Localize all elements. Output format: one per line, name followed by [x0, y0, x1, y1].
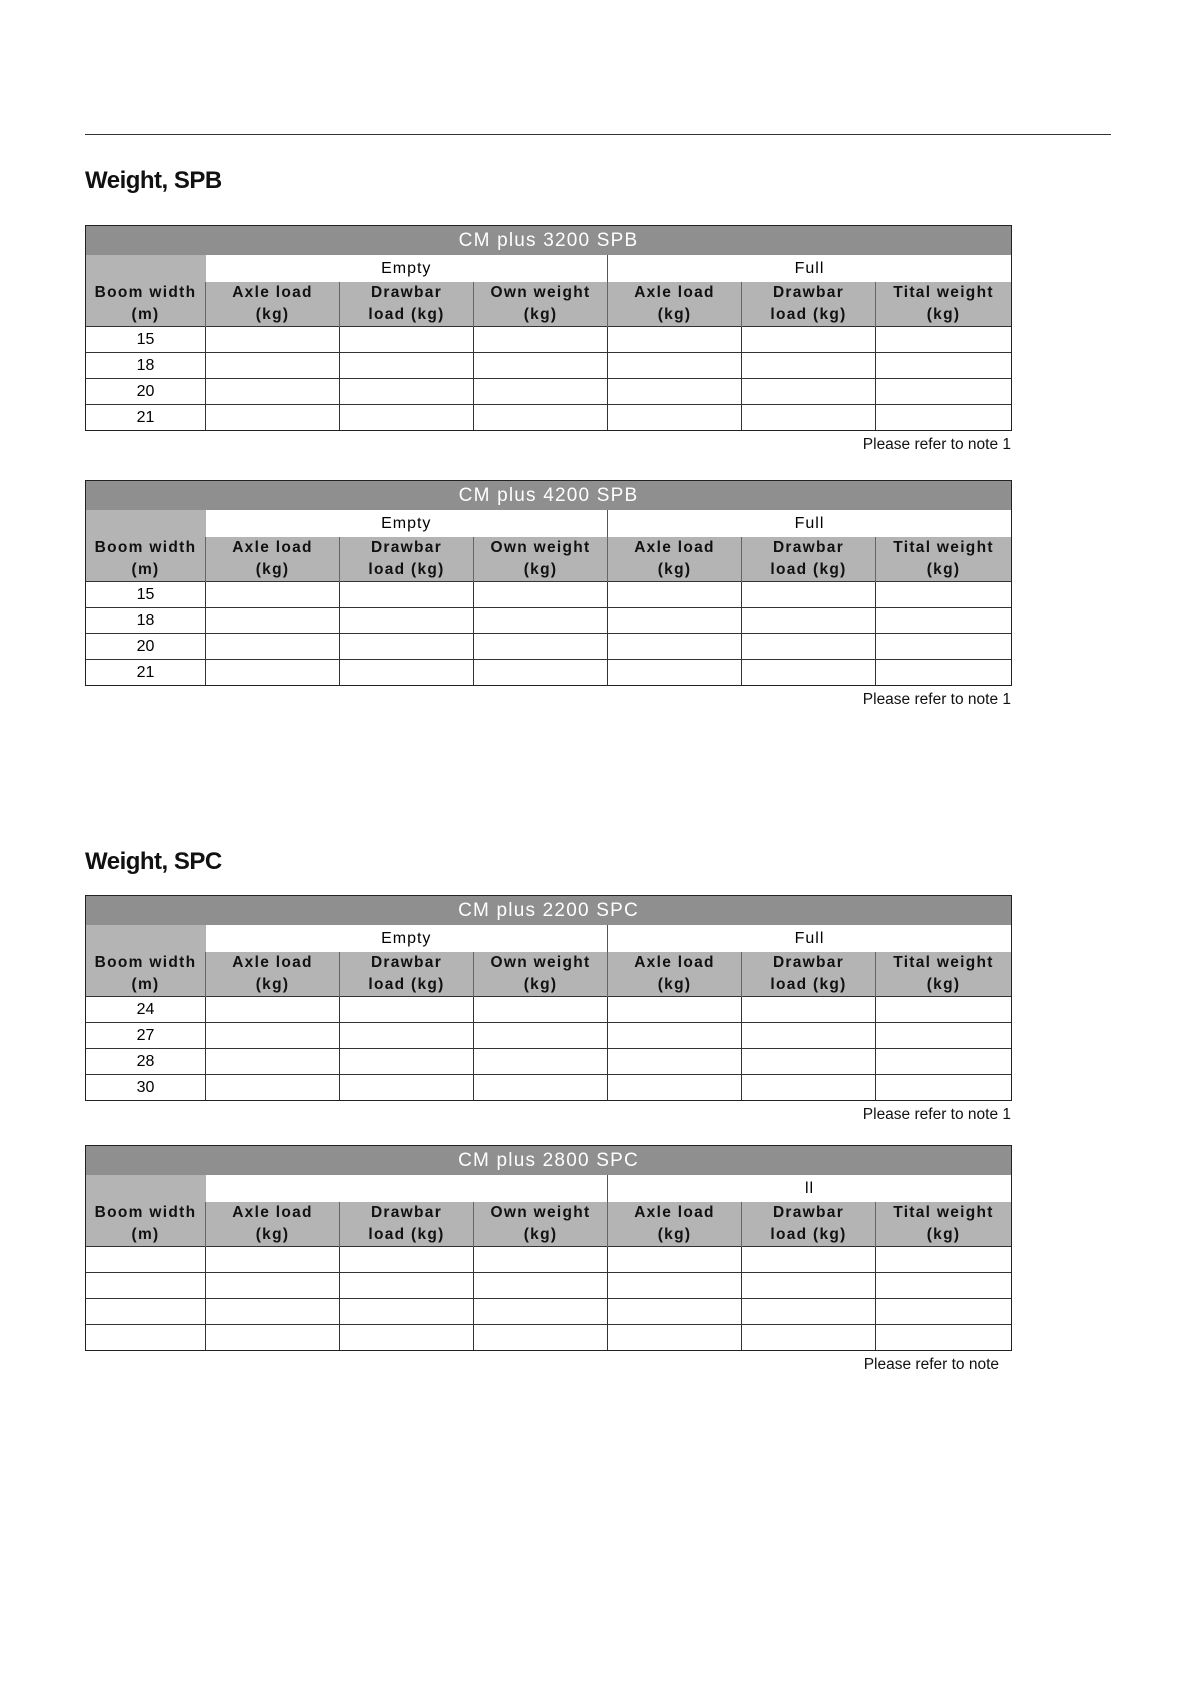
value-cell [742, 379, 876, 405]
table-row [86, 1023, 1012, 1049]
value-cell [608, 353, 742, 379]
value-cell [742, 660, 876, 686]
boom-width-cell [86, 1325, 206, 1351]
column-header-line: (kg) [657, 1226, 692, 1243]
group-label: Full [608, 255, 1012, 282]
column-header-line: Drawbar [370, 539, 443, 556]
value-cell [876, 582, 1012, 608]
column-header [340, 537, 474, 582]
column-header [876, 952, 1012, 997]
column-header-line: (m) [131, 1226, 160, 1243]
table-row [86, 1247, 1012, 1273]
column-header-line: (kg) [926, 1226, 961, 1243]
value-cell [876, 1049, 1012, 1075]
column-header-line: Drawbar [772, 1204, 845, 1221]
column-header-line: Own weight [490, 284, 591, 301]
table-row [86, 405, 1012, 431]
table-title: CM plus 4200 SPB [86, 481, 1012, 511]
column-header-line: Boom width [94, 539, 197, 556]
table-title-row [86, 226, 1012, 256]
weight-table [85, 1145, 1012, 1351]
value-cell [206, 405, 340, 431]
weight-table [85, 895, 1012, 1101]
column-header-line: (kg) [255, 976, 290, 993]
boom-width-cell: 28 [86, 1049, 206, 1075]
boom-width-cell: 15 [86, 327, 206, 353]
value-cell [608, 1325, 742, 1351]
value-cell [742, 405, 876, 431]
column-header [340, 1202, 474, 1247]
column-header-row [86, 282, 1012, 327]
value-cell [876, 1247, 1012, 1273]
value-cell [340, 353, 474, 379]
boom-width-cell: 21 [86, 405, 206, 431]
value-cell [742, 1049, 876, 1075]
value-cell [206, 660, 340, 686]
value-cell [206, 1299, 340, 1325]
column-header-row [86, 537, 1012, 582]
column-header-line: Drawbar [370, 1204, 443, 1221]
boom-width-cell: 18 [86, 608, 206, 634]
value-cell [608, 1273, 742, 1299]
weight-table [85, 480, 1012, 686]
column-header-line: load (kg) [770, 976, 847, 993]
value-cell [742, 353, 876, 379]
table-title: CM plus 3200 SPB [86, 226, 1012, 256]
column-header [742, 1202, 876, 1247]
boom-width-cell: 21 [86, 660, 206, 686]
group-header-row [86, 255, 1012, 282]
column-header-line: Own weight [490, 954, 591, 971]
column-header-line: Axle load [634, 954, 715, 971]
value-cell [876, 1325, 1012, 1351]
table-title-row [86, 1146, 1012, 1176]
value-cell [206, 608, 340, 634]
value-cell [876, 1299, 1012, 1325]
value-cell [340, 1075, 474, 1101]
value-cell [474, 1273, 608, 1299]
value-cell [206, 1325, 340, 1351]
column-header-line: Tital weight [893, 954, 994, 971]
value-cell [876, 405, 1012, 431]
table-title: CM plus 2800 SPC [86, 1146, 1012, 1176]
column-header-line: Boom width [94, 1204, 197, 1221]
column-header [474, 282, 608, 327]
table-row [86, 634, 1012, 660]
table-block [85, 895, 1011, 1124]
value-cell [474, 582, 608, 608]
value-cell [474, 660, 608, 686]
value-cell [876, 1273, 1012, 1299]
value-cell [742, 1299, 876, 1325]
boom-width-cell: 20 [86, 379, 206, 405]
column-header [608, 1202, 742, 1247]
column-header-line: (m) [131, 306, 160, 323]
group-label: Empty [206, 925, 608, 952]
value-cell [608, 1075, 742, 1101]
column-header-line: Own weight [490, 1204, 591, 1221]
value-cell [876, 1075, 1012, 1101]
value-cell [876, 379, 1012, 405]
value-cell [742, 634, 876, 660]
column-header-row [86, 952, 1012, 997]
value-cell [474, 1299, 608, 1325]
column-header-line: Tital weight [893, 539, 994, 556]
table-note: Please refer to note 1 [862, 1106, 1011, 1123]
table-row [86, 1325, 1012, 1351]
column-header-line: load (kg) [368, 561, 445, 578]
column-header-line: Own weight [490, 539, 591, 556]
column-header-line: (kg) [255, 306, 290, 323]
column-header-line: load (kg) [770, 1226, 847, 1243]
group-header-row [86, 510, 1012, 537]
boom-width-cell: 30 [86, 1075, 206, 1101]
value-cell [742, 1247, 876, 1273]
table-block [85, 225, 1011, 454]
value-cell [474, 405, 608, 431]
column-header [742, 282, 876, 327]
boom-width-cell: 15 [86, 582, 206, 608]
column-header-line: Axle load [634, 539, 715, 556]
group-stub-cell [86, 1175, 206, 1202]
table-note: Please refer to note 1 [862, 436, 1011, 453]
table-row [86, 997, 1012, 1023]
value-cell [340, 997, 474, 1023]
column-header [206, 952, 340, 997]
value-cell [742, 608, 876, 634]
column-header-line: Drawbar [370, 954, 443, 971]
value-cell [742, 582, 876, 608]
value-cell [876, 353, 1012, 379]
value-cell [876, 327, 1012, 353]
column-header-line: (kg) [523, 1226, 558, 1243]
column-header-line: Tital weight [893, 284, 994, 301]
column-header-line: Axle load [634, 1204, 715, 1221]
column-header [206, 282, 340, 327]
column-header-line: Axle load [232, 284, 313, 301]
value-cell [742, 1273, 876, 1299]
value-cell [608, 660, 742, 686]
value-cell [608, 997, 742, 1023]
table-note: Please refer to note [863, 1356, 999, 1373]
value-cell [474, 1023, 608, 1049]
column-header-line: (kg) [523, 306, 558, 323]
group-label: Full [608, 925, 1012, 952]
value-cell [206, 1273, 340, 1299]
value-cell [608, 405, 742, 431]
column-header-line: (kg) [523, 561, 558, 578]
value-cell [876, 608, 1012, 634]
column-header-line: (kg) [255, 561, 290, 578]
value-cell [876, 634, 1012, 660]
column-header [742, 952, 876, 997]
column-header [876, 537, 1012, 582]
table-row [86, 582, 1012, 608]
table-row [86, 327, 1012, 353]
table-note: Please refer to note 1 [862, 691, 1011, 708]
group-label [206, 1175, 608, 1202]
value-cell [206, 353, 340, 379]
column-header [86, 1202, 206, 1247]
value-cell [206, 1075, 340, 1101]
column-header-line: Drawbar [370, 284, 443, 301]
value-cell [474, 634, 608, 660]
column-header-line: Axle load [232, 1204, 313, 1221]
group-stub-cell [86, 510, 206, 537]
column-header [876, 282, 1012, 327]
column-header-line: Drawbar [772, 284, 845, 301]
group-label: ll [608, 1175, 1012, 1202]
table-row [86, 660, 1012, 686]
value-cell [474, 353, 608, 379]
column-header [474, 1202, 608, 1247]
group-label: Full [608, 510, 1012, 537]
column-header-line: (kg) [926, 976, 961, 993]
value-cell [608, 634, 742, 660]
value-cell [340, 405, 474, 431]
group-header-row [86, 1175, 1012, 1202]
group-label: Empty [206, 255, 608, 282]
column-header [474, 952, 608, 997]
value-cell [608, 1023, 742, 1049]
column-header [742, 537, 876, 582]
column-header-line: (kg) [657, 561, 692, 578]
value-cell [742, 1325, 876, 1351]
section-title-spb: Weight, SPB [85, 167, 222, 194]
column-header-line: Axle load [232, 954, 313, 971]
value-cell [340, 1023, 474, 1049]
value-cell [474, 327, 608, 353]
value-cell [876, 997, 1012, 1023]
value-cell [474, 1247, 608, 1273]
value-cell [206, 582, 340, 608]
column-header [206, 537, 340, 582]
column-header-line: load (kg) [368, 976, 445, 993]
group-stub-cell [86, 255, 206, 282]
column-header-row [86, 1202, 1012, 1247]
column-header-line: (kg) [926, 561, 961, 578]
column-header [86, 537, 206, 582]
column-header [608, 537, 742, 582]
value-cell [608, 1049, 742, 1075]
value-cell [206, 379, 340, 405]
column-header-line: Axle load [634, 284, 715, 301]
boom-width-cell: 20 [86, 634, 206, 660]
table-row [86, 1049, 1012, 1075]
group-header-row [86, 925, 1012, 952]
column-header [608, 282, 742, 327]
column-header-line: load (kg) [368, 306, 445, 323]
value-cell [608, 582, 742, 608]
column-header-line: Tital weight [893, 1204, 994, 1221]
group-stub-cell [86, 925, 206, 952]
column-header-line: (m) [131, 976, 160, 993]
value-cell [340, 1273, 474, 1299]
table-row [86, 1299, 1012, 1325]
column-header [86, 282, 206, 327]
value-cell [340, 1325, 474, 1351]
value-cell [340, 660, 474, 686]
group-label: Empty [206, 510, 608, 537]
value-cell [206, 997, 340, 1023]
column-header [206, 1202, 340, 1247]
value-cell [206, 1023, 340, 1049]
table-row [86, 379, 1012, 405]
section-title-spc: Weight, SPC [85, 848, 222, 875]
top-rule [85, 134, 1111, 135]
boom-width-cell: 18 [86, 353, 206, 379]
table-row [86, 1075, 1012, 1101]
value-cell [206, 634, 340, 660]
column-header-line: (m) [131, 561, 160, 578]
column-header-line: Axle load [232, 539, 313, 556]
value-cell [474, 1075, 608, 1101]
column-header-line: (kg) [255, 1226, 290, 1243]
column-header-line: (kg) [657, 976, 692, 993]
column-header [608, 952, 742, 997]
value-cell [608, 608, 742, 634]
column-header-line: (kg) [657, 306, 692, 323]
boom-width-cell [86, 1273, 206, 1299]
table-row [86, 353, 1012, 379]
column-header [474, 537, 608, 582]
table-title-row [86, 481, 1012, 511]
weight-table [85, 225, 1012, 431]
value-cell [340, 582, 474, 608]
column-header-line: (kg) [926, 306, 961, 323]
table-block [85, 1145, 1011, 1374]
value-cell [340, 634, 474, 660]
table-block [85, 480, 1011, 709]
value-cell [340, 1299, 474, 1325]
table-title-row [86, 896, 1012, 926]
boom-width-cell [86, 1247, 206, 1273]
value-cell [474, 997, 608, 1023]
value-cell [206, 1247, 340, 1273]
value-cell [608, 1247, 742, 1273]
boom-width-cell [86, 1299, 206, 1325]
column-header [86, 952, 206, 997]
table-title: CM plus 2200 SPC [86, 896, 1012, 926]
value-cell [340, 1049, 474, 1075]
table-row [86, 608, 1012, 634]
value-cell [206, 327, 340, 353]
value-cell [474, 1325, 608, 1351]
column-header-line: Drawbar [772, 539, 845, 556]
column-header-line: load (kg) [368, 1226, 445, 1243]
column-header-line: load (kg) [770, 561, 847, 578]
value-cell [474, 379, 608, 405]
value-cell [876, 660, 1012, 686]
column-header-line: load (kg) [770, 306, 847, 323]
value-cell [876, 1023, 1012, 1049]
value-cell [340, 327, 474, 353]
value-cell [340, 608, 474, 634]
table-row [86, 1273, 1012, 1299]
value-cell [474, 608, 608, 634]
value-cell [608, 327, 742, 353]
column-header [340, 952, 474, 997]
value-cell [340, 1247, 474, 1273]
value-cell [608, 1299, 742, 1325]
value-cell [742, 1023, 876, 1049]
boom-width-cell: 27 [86, 1023, 206, 1049]
column-header [340, 282, 474, 327]
value-cell [206, 1049, 340, 1075]
value-cell [474, 1049, 608, 1075]
boom-width-cell: 24 [86, 997, 206, 1023]
value-cell [742, 327, 876, 353]
value-cell [608, 379, 742, 405]
column-header-line: (kg) [523, 976, 558, 993]
column-header-line: Boom width [94, 954, 197, 971]
value-cell [340, 379, 474, 405]
column-header-line: Drawbar [772, 954, 845, 971]
value-cell [742, 1075, 876, 1101]
column-header-line: Boom width [94, 284, 197, 301]
column-header [876, 1202, 1012, 1247]
value-cell [742, 997, 876, 1023]
